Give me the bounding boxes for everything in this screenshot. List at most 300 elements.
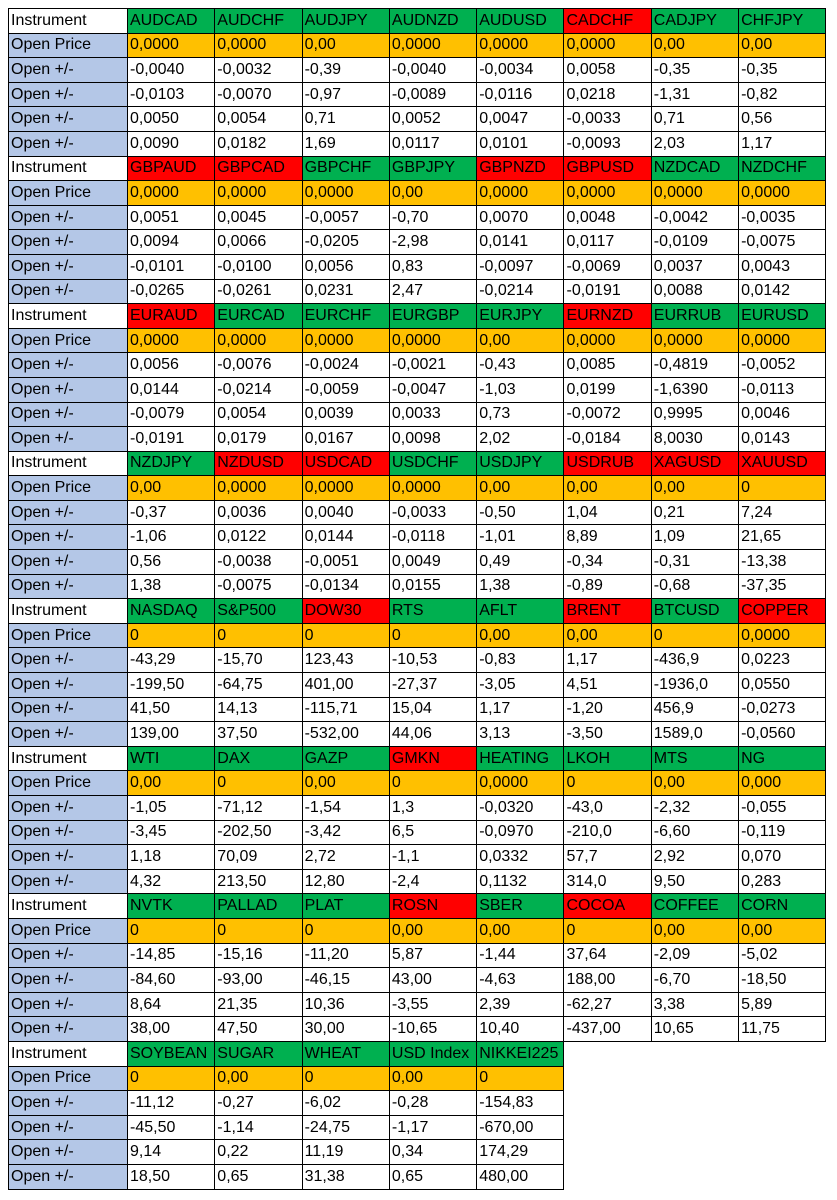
open-price-cell: 0,0000 [564,33,651,58]
open-delta-row [9,1164,826,1189]
open-delta-label: Open +/- [9,1164,128,1189]
open-delta-cell: 123,43 [302,648,389,673]
open-delta-cell: -0,0097 [477,254,564,279]
open-delta-cell: -0,0033 [564,107,651,132]
open-delta-cell: 213,50 [215,869,302,894]
open-delta-cell: -1,05 [128,796,215,821]
open-delta-cell: -43,0 [564,796,651,821]
open-price-cell: 0,0000 [477,771,564,796]
open-delta-label: Open +/- [9,1115,128,1140]
instrument-name-cell: GBPCAD [215,156,302,181]
open-delta-label: Open +/- [9,500,128,525]
open-delta-cell: -0,055 [739,796,826,821]
open-delta-cell: 0,1132 [477,869,564,894]
open-price-cell: 0 [389,771,476,796]
open-delta-cell: -45,50 [128,1115,215,1140]
instrument-name-cell: NIKKEI225 [477,1041,564,1066]
open-delta-cell: -1,54 [302,796,389,821]
open-delta-label: Open +/- [9,722,128,747]
open-delta-cell: -2,98 [389,230,476,255]
open-price-cell: 0,0000 [302,476,389,501]
open-delta-cell: 10,36 [302,992,389,1017]
open-delta-cell: 57,7 [564,845,651,870]
instrument-name-cell: GBPAUD [128,156,215,181]
open-delta-cell: 9,14 [128,1140,215,1165]
open-delta-cell: -199,50 [128,673,215,698]
open-delta-cell: -532,00 [302,722,389,747]
instrument-header-row [9,156,826,181]
instrument-name-cell: CADJPY [651,9,738,34]
open-delta-label: Open +/- [9,353,128,378]
open-delta-cell: 0,0101 [477,131,564,156]
open-delta-cell: -0,0075 [739,230,826,255]
instrument-name-cell: EURGBP [389,304,476,329]
instrument-header-row [9,304,826,329]
open-delta-cell: -0,0051 [302,550,389,575]
open-delta-cell: 0,0144 [128,377,215,402]
open-delta-cell: 0,56 [739,107,826,132]
open-price-cell: 0 [302,918,389,943]
open-delta-cell: 0,0179 [215,427,302,452]
open-delta-row [9,574,826,599]
open-delta-cell: -0,0040 [128,58,215,83]
open-price-label: Open Price [9,623,128,648]
open-delta-cell: -0,0052 [739,353,826,378]
instrument-name-cell: USDCHF [389,451,476,476]
instrument-name-cell: WTI [128,746,215,771]
open-delta-cell: -0,0191 [564,279,651,304]
open-delta-cell: -0,89 [564,574,651,599]
open-delta-row [9,869,826,894]
open-price-cell: 0,0000 [651,181,738,206]
open-delta-row [9,648,826,673]
empty-cell [651,1115,738,1140]
instrument-header-row [9,9,826,34]
instrument-name-cell: NVTK [128,894,215,919]
open-delta-cell: -2,4 [389,869,476,894]
open-delta-cell: 1,38 [128,574,215,599]
open-delta-cell: 12,80 [302,869,389,894]
instrument-name-cell: ROSN [389,894,476,919]
empty-cell [651,1066,738,1091]
open-delta-row [9,427,826,452]
instrument-name-cell: GBPCHF [302,156,389,181]
open-delta-cell: -71,12 [215,796,302,821]
open-price-cell: 0,00 [651,771,738,796]
open-delta-cell: 139,00 [128,722,215,747]
open-delta-row [9,82,826,107]
open-delta-label: Open +/- [9,943,128,968]
open-delta-cell: -0,0134 [302,574,389,599]
open-delta-cell: -3,45 [128,820,215,845]
open-delta-cell: -5,02 [739,943,826,968]
open-delta-label: Open +/- [9,697,128,722]
open-delta-cell: -0,0273 [739,697,826,722]
open-delta-cell: -0,0070 [215,82,302,107]
open-delta-cell: 0,0039 [302,402,389,427]
open-price-cell: 0,00 [302,771,389,796]
open-delta-cell: 37,50 [215,722,302,747]
open-price-cell: 0 [477,1066,564,1091]
open-delta-cell: 0,0223 [739,648,826,673]
open-delta-cell: 2,47 [389,279,476,304]
open-price-cell: 0,00 [739,918,826,943]
open-price-cell: 0,00 [564,476,651,501]
open-delta-label: Open +/- [9,377,128,402]
open-delta-row [9,58,826,83]
open-delta-cell: 11,19 [302,1140,389,1165]
open-delta-cell: -0,0109 [651,230,738,255]
open-price-cell: 0,0000 [128,181,215,206]
open-delta-label: Open +/- [9,673,128,698]
open-delta-cell: 0,0143 [739,427,826,452]
instrument-name-cell: NZDCHF [739,156,826,181]
open-delta-label: Open +/- [9,427,128,452]
open-delta-label: Open +/- [9,1091,128,1116]
open-delta-cell: 1,3 [389,796,476,821]
empty-cell [739,1115,826,1140]
empty-cell [739,1164,826,1189]
open-delta-cell: -0,35 [651,58,738,83]
open-delta-cell: -0,0032 [215,58,302,83]
open-delta-cell: 2,03 [651,131,738,156]
instrument-name-cell: COFFEE [651,894,738,919]
open-delta-cell: 0,21 [651,500,738,525]
open-delta-cell: 0,0056 [128,353,215,378]
open-delta-cell: -0,0560 [739,722,826,747]
open-delta-cell: 2,72 [302,845,389,870]
open-delta-cell: -0,39 [302,58,389,83]
open-delta-cell: -0,70 [389,205,476,230]
open-delta-cell: 0,070 [739,845,826,870]
open-delta-cell: 1589,0 [651,722,738,747]
open-delta-cell: 0,71 [651,107,738,132]
open-delta-cell: -210,0 [564,820,651,845]
open-delta-label: Open +/- [9,279,128,304]
open-delta-cell: 38,00 [128,1017,215,1042]
open-price-cell: 0,0000 [564,328,651,353]
open-delta-cell: 0,0090 [128,131,215,156]
open-delta-cell: -0,0118 [389,525,476,550]
open-delta-cell: -6,70 [651,968,738,993]
open-price-cell: 0,0000 [302,181,389,206]
open-delta-cell: 401,00 [302,673,389,698]
open-delta-cell: 0,0036 [215,500,302,525]
open-price-label: Open Price [9,476,128,501]
open-price-label: Open Price [9,918,128,943]
open-delta-cell: 6,5 [389,820,476,845]
instrument-row-label: Instrument [9,156,128,181]
open-price-cell: 0,00 [128,476,215,501]
open-delta-cell: -0,97 [302,82,389,107]
instrument-name-cell: S&P500 [215,599,302,624]
instrument-row-label: Instrument [9,599,128,624]
open-delta-cell: 1,04 [564,500,651,525]
open-delta-cell: 0,0033 [389,402,476,427]
open-delta-cell: 1,09 [651,525,738,550]
open-delta-cell: -10,65 [389,1017,476,1042]
open-delta-cell: 0,0052 [389,107,476,132]
instrument-name-cell: GBPJPY [389,156,476,181]
open-delta-label: Open +/- [9,796,128,821]
open-delta-cell: 11,75 [739,1017,826,1042]
open-delta-cell: 1,69 [302,131,389,156]
open-delta-cell: 10,65 [651,1017,738,1042]
open-delta-cell: 0,0218 [564,82,651,107]
open-delta-cell: -4,63 [477,968,564,993]
empty-cell [564,1041,651,1066]
table-body [9,9,826,1190]
open-delta-cell: 0,0199 [564,377,651,402]
open-delta-cell: 5,87 [389,943,476,968]
open-delta-label: Open +/- [9,82,128,107]
open-delta-label: Open +/- [9,402,128,427]
open-delta-cell: -0,0038 [215,550,302,575]
open-delta-cell: -670,00 [477,1115,564,1140]
open-delta-cell: 0,22 [215,1140,302,1165]
instrument-name-cell: CADCHF [564,9,651,34]
open-delta-cell: 0,0058 [564,58,651,83]
open-delta-cell: -1,20 [564,697,651,722]
open-delta-cell: -1,31 [651,82,738,107]
instrument-name-cell: DOW30 [302,599,389,624]
instrument-name-cell: USDCAD [302,451,389,476]
instrument-name-cell: EURRUB [651,304,738,329]
open-delta-cell: 456,9 [651,697,738,722]
instrument-name-cell: PALLAD [215,894,302,919]
open-delta-cell: -437,00 [564,1017,651,1042]
open-delta-cell: -0,0191 [128,427,215,452]
open-delta-cell: -0,0089 [389,82,476,107]
open-delta-cell: 0,0054 [215,402,302,427]
open-price-cell: 0,00 [477,623,564,648]
open-delta-cell: 0,0045 [215,205,302,230]
open-price-cell: 0,00 [651,918,738,943]
open-price-label: Open Price [9,1066,128,1091]
instrument-header-row [9,599,826,624]
open-delta-cell: -11,12 [128,1091,215,1116]
open-price-row [9,918,826,943]
open-price-cell: 0 [215,771,302,796]
instrument-name-cell: GBPUSD [564,156,651,181]
open-delta-cell: 0,0049 [389,550,476,575]
open-delta-cell: -0,0093 [564,131,651,156]
instrument-name-cell: NZDJPY [128,451,215,476]
open-delta-cell: 0,0054 [215,107,302,132]
open-delta-cell: 0,49 [477,550,564,575]
instrument-name-cell: EURUSD [739,304,826,329]
open-delta-cell: -1,1 [389,845,476,870]
open-delta-cell: 0,0122 [215,525,302,550]
open-price-cell: 0,0000 [389,328,476,353]
open-delta-cell: 0,0550 [739,673,826,698]
open-delta-cell: -0,4819 [651,353,738,378]
open-delta-cell: 5,89 [739,992,826,1017]
open-price-label: Open Price [9,33,128,58]
open-price-cell: 0,00 [302,33,389,58]
instrument-name-cell: AUDNZD [389,9,476,34]
open-delta-cell: -93,00 [215,968,302,993]
open-delta-cell: 0,0048 [564,205,651,230]
open-price-cell: 0,00 [389,1066,476,1091]
open-delta-label: Open +/- [9,131,128,156]
open-price-cell: 0,0000 [215,476,302,501]
open-price-cell: 0,00 [564,623,651,648]
open-delta-cell: -46,15 [302,968,389,993]
open-delta-cell: 0,0043 [739,254,826,279]
instrument-header-row [9,746,826,771]
instrument-row-label: Instrument [9,9,128,34]
open-delta-cell: -1,01 [477,525,564,550]
open-price-cell: 0,0000 [564,181,651,206]
instrument-name-cell: AUDJPY [302,9,389,34]
open-delta-cell: 0,0047 [477,107,564,132]
open-delta-cell: -0,0075 [215,574,302,599]
open-delta-cell: 2,02 [477,427,564,452]
open-delta-cell: 9,50 [651,869,738,894]
open-delta-label: Open +/- [9,845,128,870]
empty-cell [739,1041,826,1066]
instrument-header-row [9,1041,826,1066]
open-delta-cell: 70,09 [215,845,302,870]
instrument-name-cell: EURCHF [302,304,389,329]
instrument-header-row [9,451,826,476]
open-delta-cell: -15,70 [215,648,302,673]
open-delta-cell: 1,18 [128,845,215,870]
open-delta-cell: -62,27 [564,992,651,1017]
open-delta-label: Open +/- [9,107,128,132]
instrument-name-cell: USDJPY [477,451,564,476]
open-delta-cell: -0,37 [128,500,215,525]
instrument-name-cell: BTCUSD [651,599,738,624]
open-delta-cell: 1,17 [739,131,826,156]
open-delta-cell: -0,0101 [128,254,215,279]
open-price-label: Open Price [9,328,128,353]
open-delta-cell: -14,85 [128,943,215,968]
open-delta-cell: -0,82 [739,82,826,107]
open-price-cell: 0,00 [215,1066,302,1091]
instrument-name-cell: AUDCHF [215,9,302,34]
open-price-cell: 0 [739,476,826,501]
open-delta-cell: 18,50 [128,1164,215,1189]
open-delta-row [9,845,826,870]
instrument-name-cell: XAUUSD [739,451,826,476]
open-delta-row [9,279,826,304]
open-price-cell: 0,0000 [389,33,476,58]
open-delta-cell: -1,06 [128,525,215,550]
open-delta-row [9,402,826,427]
open-delta-cell: 0,0094 [128,230,215,255]
open-price-row [9,476,826,501]
open-delta-cell: -3,55 [389,992,476,1017]
open-delta-cell: -0,28 [389,1091,476,1116]
open-delta-cell: -2,32 [651,796,738,821]
open-price-cell: 0,00 [389,181,476,206]
open-delta-cell: -0,43 [477,353,564,378]
instrument-name-cell: SOYBEAN [128,1041,215,1066]
open-price-cell: 0,00 [389,918,476,943]
instrument-name-cell: AUDCAD [128,9,215,34]
open-delta-cell: -3,05 [477,673,564,698]
open-delta-cell: 0,65 [389,1164,476,1189]
open-delta-cell: -0,0021 [389,353,476,378]
open-delta-cell: 0,0085 [564,353,651,378]
open-price-cell: 0,0000 [128,328,215,353]
open-delta-cell: -202,50 [215,820,302,845]
empty-cell [564,1164,651,1189]
open-delta-cell: -1936,0 [651,673,738,698]
open-delta-cell: 21,35 [215,992,302,1017]
empty-cell [564,1066,651,1091]
empty-cell [739,1091,826,1116]
open-delta-cell: -1,17 [389,1115,476,1140]
open-delta-label: Open +/- [9,968,128,993]
open-delta-cell: -84,60 [128,968,215,993]
empty-cell [564,1140,651,1165]
open-delta-cell: 174,29 [477,1140,564,1165]
open-delta-cell: 8,64 [128,992,215,1017]
empty-cell [651,1164,738,1189]
open-delta-label: Open +/- [9,230,128,255]
open-price-row [9,771,826,796]
instrument-name-cell: EURJPY [477,304,564,329]
open-delta-cell: 0,0051 [128,205,215,230]
open-delta-cell: -0,0184 [564,427,651,452]
open-delta-cell: -436,9 [651,648,738,673]
open-delta-row [9,500,826,525]
instrument-row-label: Instrument [9,451,128,476]
instrument-name-cell: SBER [477,894,564,919]
open-delta-cell: 0,0142 [739,279,826,304]
open-price-label: Open Price [9,181,128,206]
instrument-name-cell: AFLT [477,599,564,624]
open-price-cell: 0 [564,771,651,796]
open-delta-cell: -11,20 [302,943,389,968]
open-delta-cell: -0,0261 [215,279,302,304]
open-delta-cell: -0,0970 [477,820,564,845]
instrument-name-cell: EURNZD [564,304,651,329]
empty-cell [564,1115,651,1140]
open-delta-row [9,230,826,255]
open-delta-cell: -0,0214 [477,279,564,304]
open-price-cell: 0,0000 [389,476,476,501]
open-delta-cell: 0,0231 [302,279,389,304]
open-delta-label: Open +/- [9,574,128,599]
open-price-cell: 0,0000 [128,33,215,58]
open-delta-cell: 15,04 [389,697,476,722]
open-delta-cell: 0,83 [389,254,476,279]
instrument-row-label: Instrument [9,746,128,771]
open-delta-cell: 44,06 [389,722,476,747]
open-price-row [9,328,826,353]
empty-cell [739,1066,826,1091]
open-delta-cell: 7,24 [739,500,826,525]
open-price-cell: 0,0000 [739,181,826,206]
open-delta-cell: -0,0059 [302,377,389,402]
open-delta-row [9,820,826,845]
instrument-name-cell: NG [739,746,826,771]
open-delta-cell: -0,0103 [128,82,215,107]
open-delta-cell: -0,0113 [739,377,826,402]
open-delta-row [9,697,826,722]
open-price-cell: 0,000 [739,771,826,796]
open-delta-cell: 47,50 [215,1017,302,1042]
instrument-name-cell: AUDUSD [477,9,564,34]
open-delta-row [9,107,826,132]
open-delta-row [9,525,826,550]
instrument-name-cell: COPPER [739,599,826,624]
open-delta-cell: -0,35 [739,58,826,83]
